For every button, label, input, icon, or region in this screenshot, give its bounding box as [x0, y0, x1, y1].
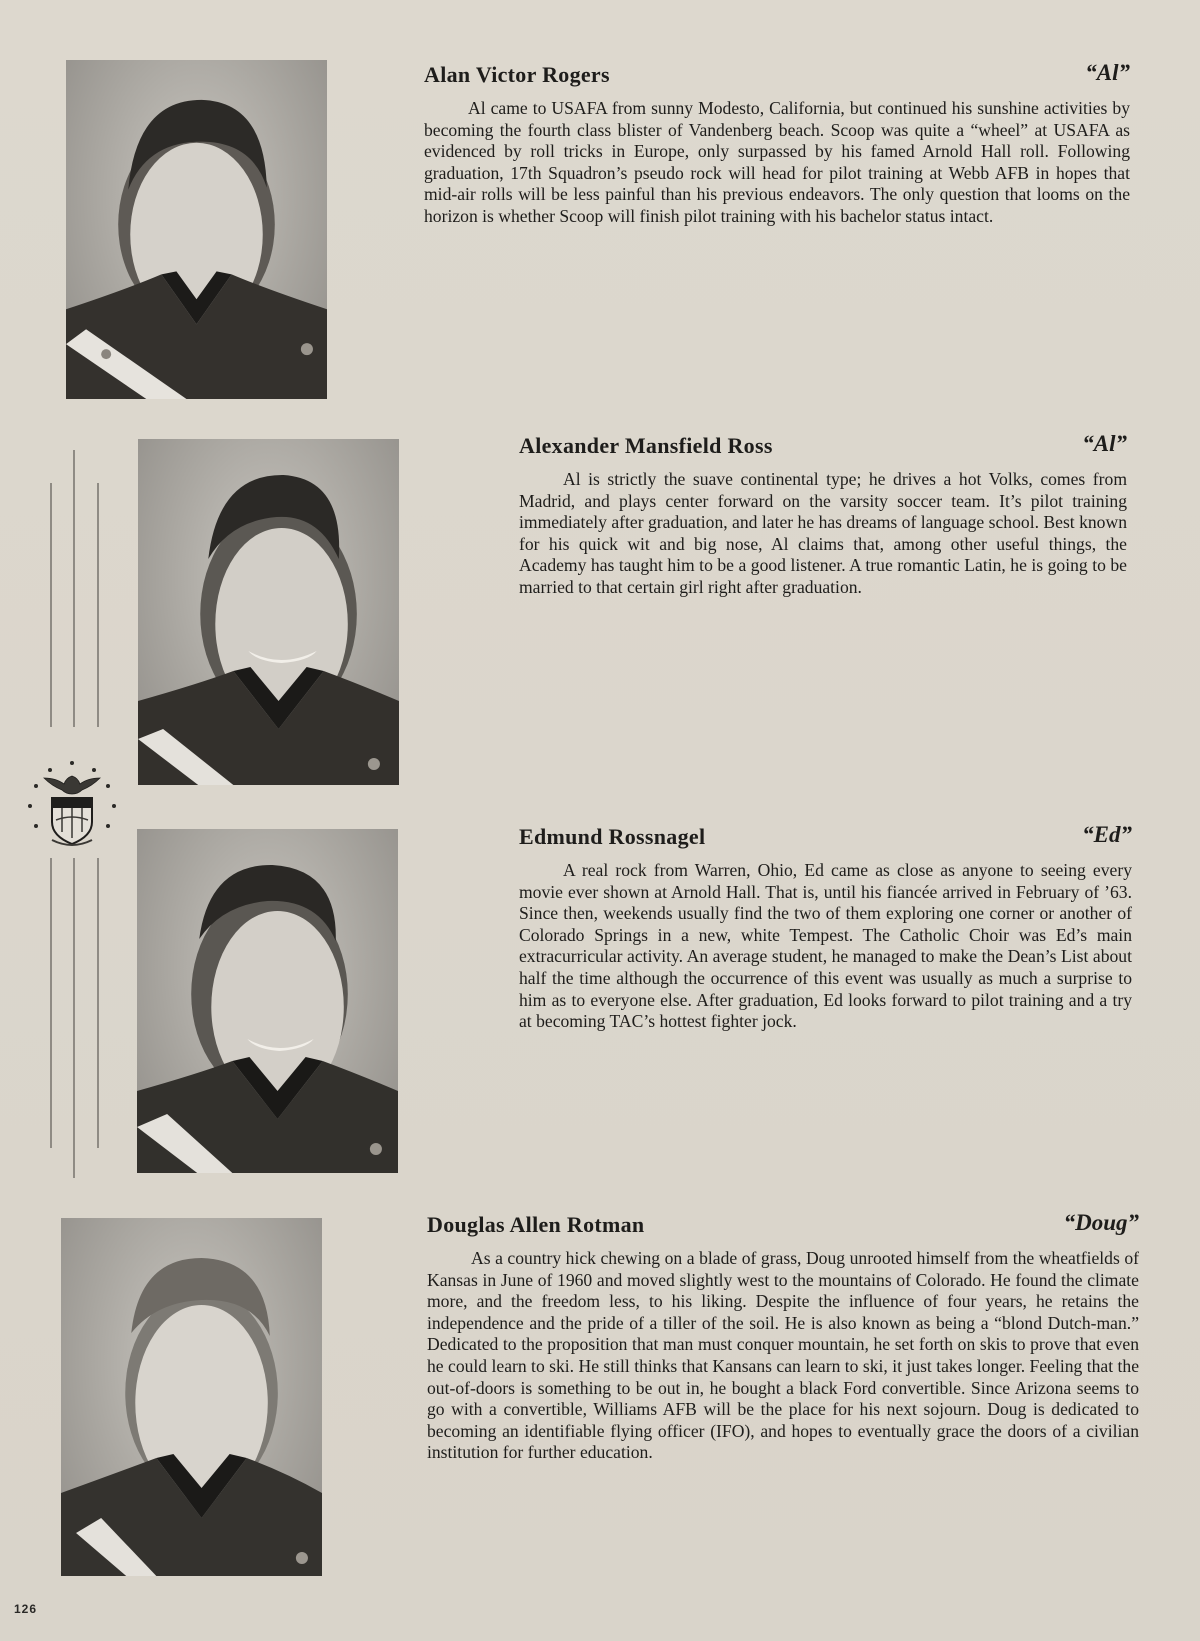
cadet-portrait-photo: [61, 1218, 322, 1576]
entry-alexander-ross: [519, 433, 1127, 599]
cadet-name: Alexander Mansfield Ross: [519, 433, 773, 458]
decorative-rule-center: [73, 450, 75, 727]
decorative-rule-left: [50, 858, 52, 1148]
decorative-rule-left: [50, 483, 52, 727]
cadet-bio: Al is strictly the suave continental type; he drives a hot Volks, comes from Madrid, and plays center forward on the varsity soccer team. It’s pilot training immediately after graduation, and later he has dreams of language school. Best known for his quick wit and big nose, Al claims that, among other useful things, the Academy has taught him to be a good listener. A true romantic Latin, he is going to be married to that certain girl right after graduation.: [519, 469, 1127, 597]
entry-header: [424, 62, 1130, 92]
page-number: 126: [14, 1602, 38, 1616]
air-force-academy-crest-icon: [22, 756, 122, 856]
entry-edmund-rossnagel: [519, 824, 1132, 1033]
cadet-nickname: “Doug”: [1063, 1210, 1139, 1235]
decorative-rule-right: [97, 483, 99, 727]
cadet-bio: As a country hick chewing on a blade of grass, Doug unrooted himself from the wheatfields of Kansas in June of 1960 and moved slightly west to the mountains of Colorado. He found the climate more, and the freedom less, to his liking. Despite the influence of four years, he retains the independence and the pride of a tiller of the soil. He is also known as being a “blond Dutch-man.” Dedicated to the proposition that man must conquer mountain, he set forth on skis to prove that even he could learn to ski. He still thinks that Kansans can learn to ski, it just takes longer. Feeling that the out-of-doors is something to be out in, he bought a black Ford convertible. Since Arizona seems to go with a convertible, Williams AFB will be the place for his next sojourn. Doug is dedicated to becoming an identifiable flying officer (IFO), and hopes to eventually grace the doors of a civilian institution for further education.: [427, 1248, 1139, 1463]
cadet-portrait-photo: [137, 829, 398, 1173]
cadet-bio: Al came to USAFA from sunny Modesto, California, but continued his sunshine activities by becoming the fourth class blister of Vandenberg beach. Scoop was quite a “wheel” at USAFA as evidenced by roll tricks in Europe, only surpassed by his famed Arnold Hall roll. Following graduation, 17th Squadron’s pseudo rock will head for pilot training at Webb AFB in hopes that mid-air rolls will be less painful than his previous endeavors. The only question that looms on the horizon is whether Scoop will finish pilot training with his bachelor status intact.: [424, 98, 1130, 226]
portrait-alan-rogers: [66, 60, 327, 399]
cadet-portrait-photo: [66, 60, 327, 399]
cadet-nickname: “Al”: [1085, 60, 1130, 85]
cadet-portrait-photo: [138, 439, 399, 785]
decorative-rule-center: [73, 858, 75, 1178]
cadet-nickname: “Al”: [1082, 431, 1127, 456]
portrait-douglas-rotman: [61, 1218, 322, 1576]
decorative-rule-right: [97, 858, 99, 1148]
cadet-name: Douglas Allen Rotman: [427, 1212, 645, 1237]
cadet-bio: A real rock from Warren, Ohio, Ed came as close as anyone to seeing every movie ever shown at Arnold Hall. That is, until his fiancée arrived in February of ’63. Since then, weekends usually find the two of them exploring one corner or another of Colorado Springs in a new, white Tempest. The Catholic Choir was Ed’s main extracurricular activity. An average student, he managed to make the Dean’s List about half the time although the occurrence of this event was usually as much a surprise to him as to everyone else. After graduation, Ed looks forward to pilot training and a try at becoming TAC’s hottest fighter jock.: [519, 860, 1132, 1032]
cadet-name: Alan Victor Rogers: [424, 62, 610, 87]
cadet-nickname: “Ed”: [1082, 822, 1132, 847]
entry-alan-rogers: [424, 62, 1130, 228]
entry-douglas-rotman: [427, 1212, 1139, 1464]
portrait-edmund-rossnagel: [137, 829, 398, 1173]
entry-header: [519, 433, 1127, 463]
cadet-name: Edmund Rossnagel: [519, 824, 706, 849]
portrait-alexander-ross: [138, 439, 399, 785]
entry-header: [427, 1212, 1139, 1242]
entry-header: [519, 824, 1132, 854]
